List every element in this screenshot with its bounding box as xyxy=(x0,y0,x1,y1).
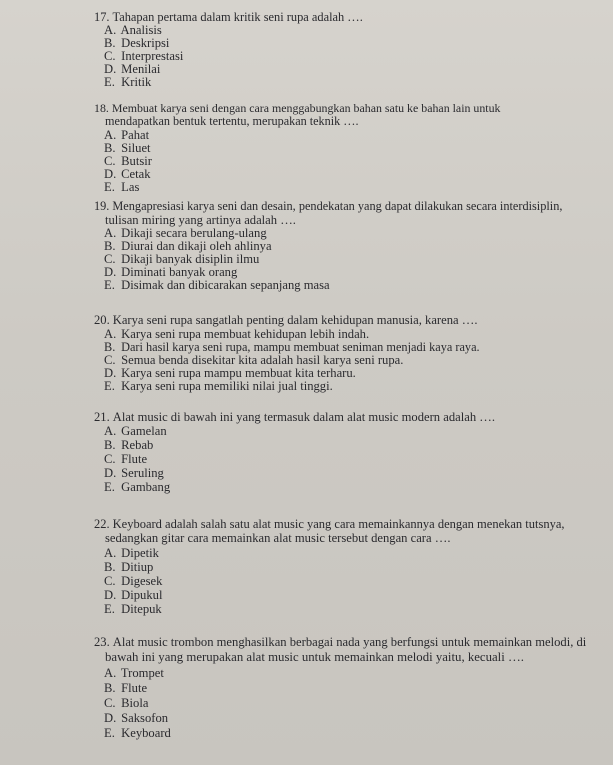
question-number: 17. xyxy=(94,10,110,24)
option-text: Keyboard xyxy=(121,726,171,740)
option-d[interactable] xyxy=(104,466,164,480)
option-e[interactable] xyxy=(104,480,170,494)
option-letter: D. xyxy=(104,167,117,181)
option-b[interactable] xyxy=(104,239,272,253)
option-text: Dari hasil karya seni rupa, mampu membuat seniman menjadi kaya raya. xyxy=(121,340,480,354)
option-text: Dipetik xyxy=(121,546,159,560)
option-letter: E. xyxy=(104,75,115,89)
option-text: Gambang xyxy=(121,480,171,494)
option-a[interactable] xyxy=(104,546,159,560)
option-letter: D. xyxy=(104,588,117,602)
option-letter: E. xyxy=(104,726,115,740)
option-letter: A. xyxy=(104,128,117,142)
option-d[interactable] xyxy=(104,265,237,279)
option-text: Butsir xyxy=(121,154,152,168)
option-d[interactable] xyxy=(104,711,168,725)
option-a[interactable] xyxy=(104,23,162,37)
question-text: Membuat karya seni dengan cara menggabungkan bahan satu ke bahan lain untuk xyxy=(111,101,501,115)
option-text: Flute xyxy=(121,452,148,466)
option-text: Biola xyxy=(121,696,149,710)
option-text: Diminati banyak orang xyxy=(121,265,238,279)
option-text: Digesek xyxy=(121,574,163,588)
option-text: Flute xyxy=(121,681,148,695)
option-a[interactable] xyxy=(104,128,149,142)
option-d[interactable] xyxy=(104,167,151,181)
option-letter: C. xyxy=(104,452,116,466)
option-d[interactable] xyxy=(104,62,160,76)
option-text: Semua benda disekitar kita adalah hasil karya seni rupa. xyxy=(121,353,404,367)
option-e[interactable] xyxy=(104,180,139,194)
question-text: Karya seni rupa sangatlah penting dalam kehidupan manusia, karena …. xyxy=(112,313,478,327)
question-number: 23. xyxy=(94,635,110,649)
option-letter: A. xyxy=(104,666,117,680)
option-text: Kritik xyxy=(121,75,152,89)
question-text-line-2: sedangkan gitar cara memainkan alat music tersebut dengan cara …. xyxy=(105,531,451,545)
option-text: Menilai xyxy=(121,62,161,76)
option-c[interactable] xyxy=(104,154,152,168)
option-c[interactable] xyxy=(104,452,147,466)
option-d[interactable] xyxy=(104,588,162,602)
option-letter: C. xyxy=(104,252,116,266)
option-letter: E. xyxy=(104,480,115,494)
option-text: Siluet xyxy=(121,141,151,155)
question-number: 20. xyxy=(94,313,110,327)
option-c[interactable] xyxy=(104,574,162,588)
option-b[interactable] xyxy=(104,681,147,695)
question-text: Keyboard adalah salah satu alat music yang cara memainkannya dengan menekan tutsnya, xyxy=(112,517,565,531)
option-d[interactable] xyxy=(104,366,356,380)
option-text: Analisis xyxy=(120,23,162,37)
option-text: Pahat xyxy=(121,128,150,142)
option-letter: B. xyxy=(104,560,116,574)
question-text: Alat music di bawah ini yang termasuk dalam alat music modern adalah …. xyxy=(112,410,496,424)
option-b[interactable] xyxy=(104,36,169,50)
question-stem xyxy=(94,10,363,24)
option-letter: D. xyxy=(104,466,117,480)
option-e[interactable] xyxy=(104,602,162,616)
option-text: Las xyxy=(121,180,140,194)
question-number: 21. xyxy=(94,410,110,424)
option-text: Ditiup xyxy=(121,560,154,574)
option-letter: C. xyxy=(104,353,116,367)
question-stem xyxy=(94,101,501,115)
option-text: Karya seni rupa memiliki nilai jual tinggi. xyxy=(121,379,333,393)
option-letter: B. xyxy=(104,239,116,253)
option-text: Karya seni rupa mampu membuat kita terharu. xyxy=(121,366,356,380)
option-a[interactable] xyxy=(104,226,267,240)
option-c[interactable] xyxy=(104,252,259,266)
question-text-line-2: tulisan miring yang artinya adalah …. xyxy=(105,213,296,227)
question-number: 22. xyxy=(94,517,110,531)
option-b[interactable] xyxy=(104,340,480,354)
option-letter: A. xyxy=(104,327,117,341)
option-text: Diurai dan dikaji oleh ahlinya xyxy=(121,239,272,253)
option-letter: D. xyxy=(104,62,117,76)
question-stem xyxy=(94,517,565,531)
question-text-line-2: mendapatkan bentuk tertentu, merupakan teknik …. xyxy=(105,114,359,128)
option-text: Rebab xyxy=(121,438,154,452)
option-letter: B. xyxy=(104,681,116,695)
option-e[interactable] xyxy=(104,379,333,393)
option-letter: B. xyxy=(104,36,116,50)
option-letter: E. xyxy=(104,602,115,616)
question-text: Mengapresiasi karya seni dan desain, pendekatan yang dapat dilakukan secara interdisiplin, xyxy=(112,199,563,213)
option-letter: B. xyxy=(104,438,116,452)
question-stem xyxy=(94,313,478,327)
option-e[interactable] xyxy=(104,278,330,292)
option-letter: A. xyxy=(104,23,117,37)
option-a[interactable] xyxy=(104,424,167,438)
option-c[interactable] xyxy=(104,353,403,367)
option-a[interactable] xyxy=(104,666,164,680)
option-text: Seruling xyxy=(121,466,164,480)
option-letter: C. xyxy=(104,574,116,588)
option-letter: C. xyxy=(104,49,116,63)
option-letter: D. xyxy=(104,711,117,725)
option-c[interactable] xyxy=(104,49,183,63)
option-e[interactable] xyxy=(104,726,171,740)
option-text: Disimak dan dibicarakan sepanjang masa xyxy=(121,278,330,292)
option-letter: B. xyxy=(104,340,116,354)
option-a[interactable] xyxy=(104,327,369,341)
option-text: Dikaji banyak disiplin ilmu xyxy=(121,252,260,266)
option-b[interactable] xyxy=(104,438,153,452)
option-letter: A. xyxy=(104,424,117,438)
option-b[interactable] xyxy=(104,560,153,574)
option-text: Karya seni rupa membuat kehidupan lebih indah. xyxy=(121,327,370,341)
option-text: Deskripsi xyxy=(121,36,170,50)
question-stem xyxy=(94,199,562,213)
option-letter: D. xyxy=(104,265,117,279)
option-letter: A. xyxy=(104,226,117,240)
question-text: Tahapan pertama dalam kritik seni rupa adalah …. xyxy=(112,10,363,24)
option-letter: E. xyxy=(104,379,115,393)
question-stem xyxy=(94,635,586,649)
option-letter: B. xyxy=(104,141,116,155)
option-text: Gamelan xyxy=(121,424,167,438)
option-text: Trompet xyxy=(120,666,164,680)
question-text-line-2: bawah ini yang merupakan alat music untuk memainkan melodi yaitu, kecuali …. xyxy=(105,650,524,664)
option-text: Dipukul xyxy=(121,588,163,602)
option-letter: D. xyxy=(104,366,117,380)
question-stem xyxy=(94,410,495,424)
option-e[interactable] xyxy=(104,75,151,89)
question-number: 18. xyxy=(94,101,109,115)
option-letter: C. xyxy=(104,696,116,710)
option-text: Interprestasi xyxy=(121,49,184,63)
option-letter: E. xyxy=(104,278,115,292)
option-letter: C. xyxy=(104,154,116,168)
option-text: Saksofon xyxy=(121,711,169,725)
option-c[interactable] xyxy=(104,696,148,710)
question-text: Alat music trombon menghasilkan berbagai nada yang berfungsi untuk memainkan melodi, di xyxy=(112,635,587,649)
question-number: 19. xyxy=(94,199,110,213)
option-letter: E. xyxy=(104,180,115,194)
option-b[interactable] xyxy=(104,141,151,155)
option-text: Ditepuk xyxy=(121,602,162,616)
option-text: Dikaji secara berulang-ulang xyxy=(121,226,267,240)
option-text: Cetak xyxy=(121,167,151,181)
option-letter: A. xyxy=(104,546,117,560)
